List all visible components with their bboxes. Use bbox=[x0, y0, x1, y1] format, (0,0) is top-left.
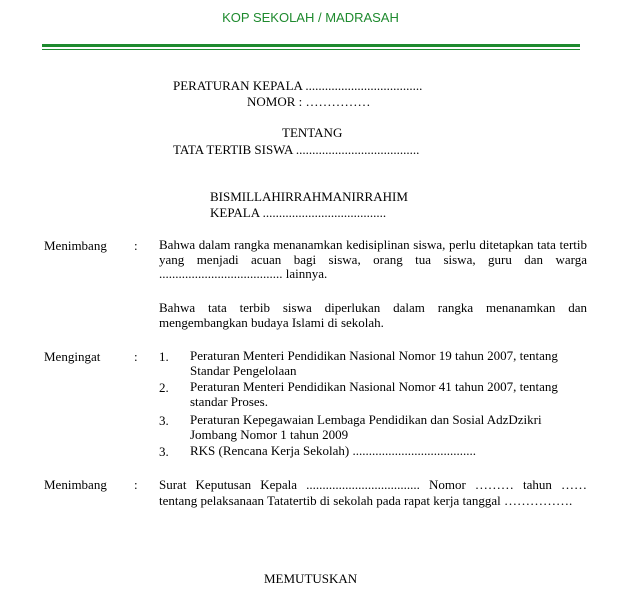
menimbang-2-colon: : bbox=[134, 477, 138, 492]
mengingat-item-number: 2. bbox=[159, 380, 169, 395]
mengingat-item-number: 3. bbox=[159, 413, 169, 428]
mengingat-item-text: Peraturan Menteri Pendidikan Nasional Nomor 19 tahun 2007, tentang Standar Pengelolaan bbox=[190, 348, 558, 378]
menimbang-paragraph-2: Bahwa tata terbib siswa diperlukan dalam rangka menanamkan dan mengembangkan budaya Islami di sekolah. bbox=[159, 300, 587, 330]
title-kepala: KEPALA ...................................... bbox=[210, 205, 387, 220]
mengingat-item-number: 1. bbox=[159, 349, 169, 364]
title-tentang: TENTANG bbox=[282, 125, 343, 140]
title-nomor: NOMOR : …………… bbox=[247, 94, 371, 109]
mengingat-item-text: Peraturan Menteri Pendidikan Nasional Nomor 41 tahun 2007, tentang standar Proses. bbox=[190, 379, 558, 409]
header-rule-thick bbox=[42, 44, 580, 47]
title-tata-tertib: TATA TERTIB SISWA ...................................... bbox=[173, 142, 420, 157]
kop-sekolah: KOP SEKOLAH / MADRASAH bbox=[222, 10, 399, 25]
title-peraturan: PERATURAN KEPALA .................................... bbox=[173, 78, 423, 93]
menimbang-paragraph-1: Bahwa dalam rangka menanamkan kedisiplinan siswa, perlu ditetapkan tata tertib yang menjadi acuan bagi siswa, orang tua siswa, guru dan warga ...................................... lainnya. bbox=[159, 237, 587, 281]
menimbang-2-paragraph: Surat Keputusan Kepala ................................... Nomor ……… tahun …… tentang pelaksanaan Tatatertib di sekolah pada rapat kerja tanggal ……………. bbox=[159, 477, 587, 508]
menimbang-label: Menimbang bbox=[44, 238, 107, 253]
memutuskan-heading: MEMUTUSKAN bbox=[264, 571, 358, 586]
mengingat-label: Mengingat bbox=[44, 349, 101, 364]
title-bismillah: BISMILLAHIRRAHMANIRRAHIM bbox=[210, 189, 408, 204]
mengingat-item-text: Peraturan Kepegawaian Lembaga Pendidikan dan Sosial AdzDzikri Jombang Nomor 1 tahun 2009 bbox=[190, 412, 542, 442]
header-rule-thin bbox=[42, 49, 580, 50]
mengingat-item-text: RKS (Rencana Kerja Sekolah) ...................................... bbox=[190, 443, 476, 458]
menimbang-2-label: Menimbang bbox=[44, 477, 107, 492]
menimbang-colon: : bbox=[134, 238, 138, 253]
mengingat-colon: : bbox=[134, 349, 138, 364]
mengingat-item-number: 3. bbox=[159, 444, 169, 459]
